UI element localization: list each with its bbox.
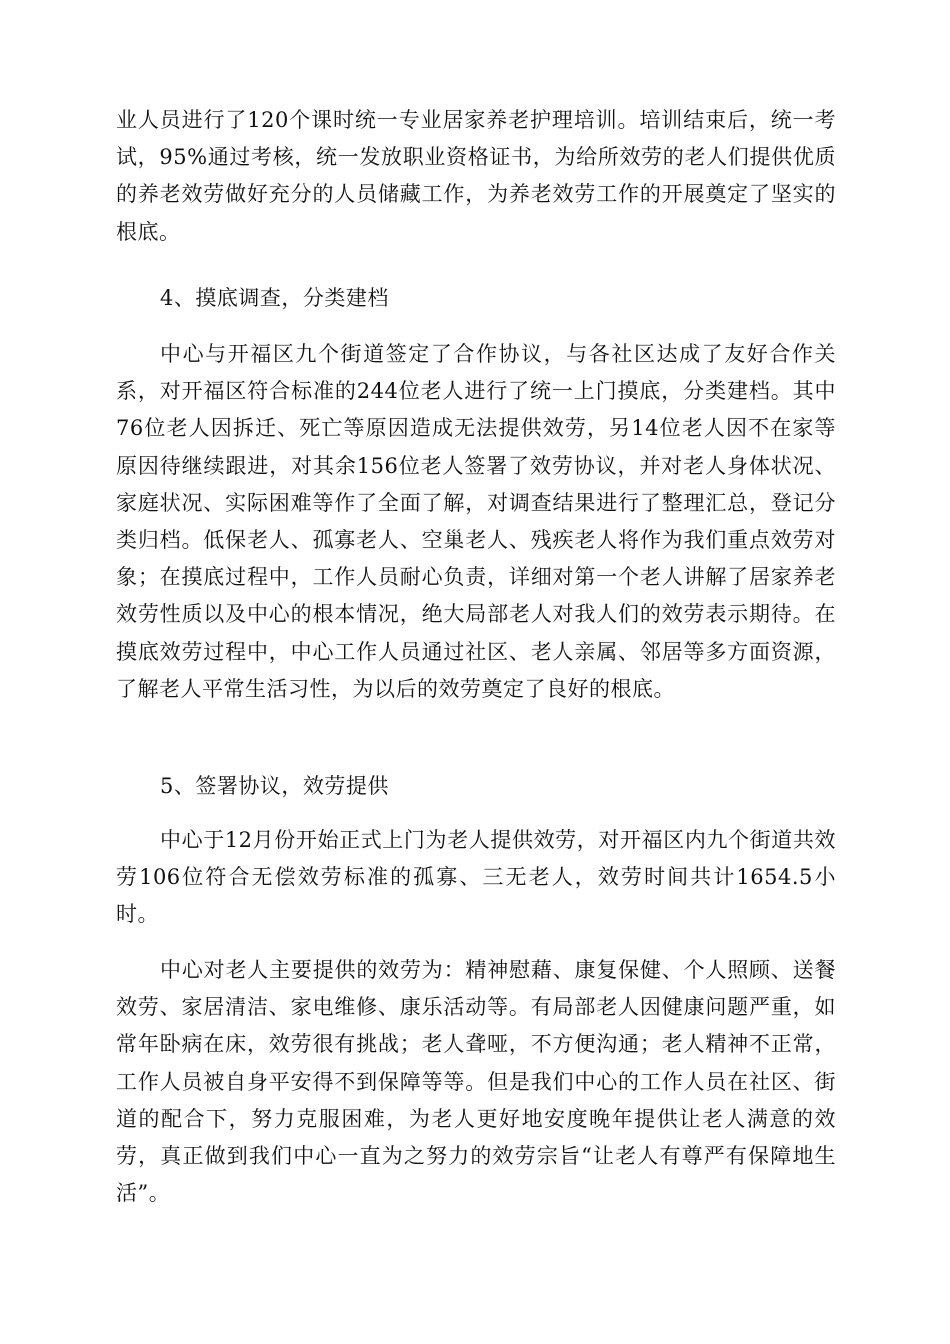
- paragraph-training: 业人员进行了120个课时统一专业居家养老护理培训。培训结束后，统一考试，95%通过考核，统一发放职业资格证书，为给所效劳的老人们提供优质的养老效劳做好充分的人员储藏工作，为养老效劳工作的开展奠定了坚实的根底。: [116, 108, 836, 244]
- section-heading-agreement: 5、签署协议，效劳提供: [160, 774, 389, 798]
- paragraph-service-content: 中心对老人主要提供的效劳为：精神慰藉、康复保健、个人照顾、送餐效劳、家居清洁、家电维修、康乐活动等。有局部老人因健康问题严重，如常年卧病在床，效劳很有挑战；老人聋哑，不方便沟通；老人精神不正常，工作人员被自身平安得不到保障等等。但是我们中心的工作人员在社区、街道的配合下，努力克服困难，为老人更好地安度晚年提供让老人满意的效劳，真正做到我们中心一直为之努力的效劳宗旨“让老人有尊严有保障地生活”。: [116, 958, 836, 1206]
- paragraph-service-start: 中心于12月份开始正式上门为老人提供效劳，对开福区内九个街道共效劳106位符合无偿效劳标准的孤寡、三无老人，效劳时间共计1654.5小时。: [116, 828, 836, 927]
- paragraph-survey: 中心与开福区九个街道签定了合作协议，与各社区达成了友好合作关系，对开福区符合标准的244位老人进行了统一上门摸底，分类建档。其中76位老人因拆迁、死亡等原因造成无法提供效劳，另14位老人因不在家等原因待继续跟进，对其余156位老人签署了效劳协议，并对老人身体状况、家庭状况、实际困难等作了全面了解，对调查结果进行了整理汇总，登记分类归档。低保老人、孤寡老人、空巢老人、残疾老人将作为我们重点效劳对象；在摸底过程中，工作人员耐心负责，详细对第一个老人讲解了居家养老效劳性质以及中心的根本情况，绝大局部老人对我人们的效劳表示期待。在摸底效劳过程中，中心工作人员通过社区、老人亲属、邻居等多方面资源，了解老人平常生活习性，为以后的效劳奠定了良好的根底。: [116, 342, 836, 701]
- section-heading-survey: 4、摸底调查，分类建档: [160, 286, 389, 310]
